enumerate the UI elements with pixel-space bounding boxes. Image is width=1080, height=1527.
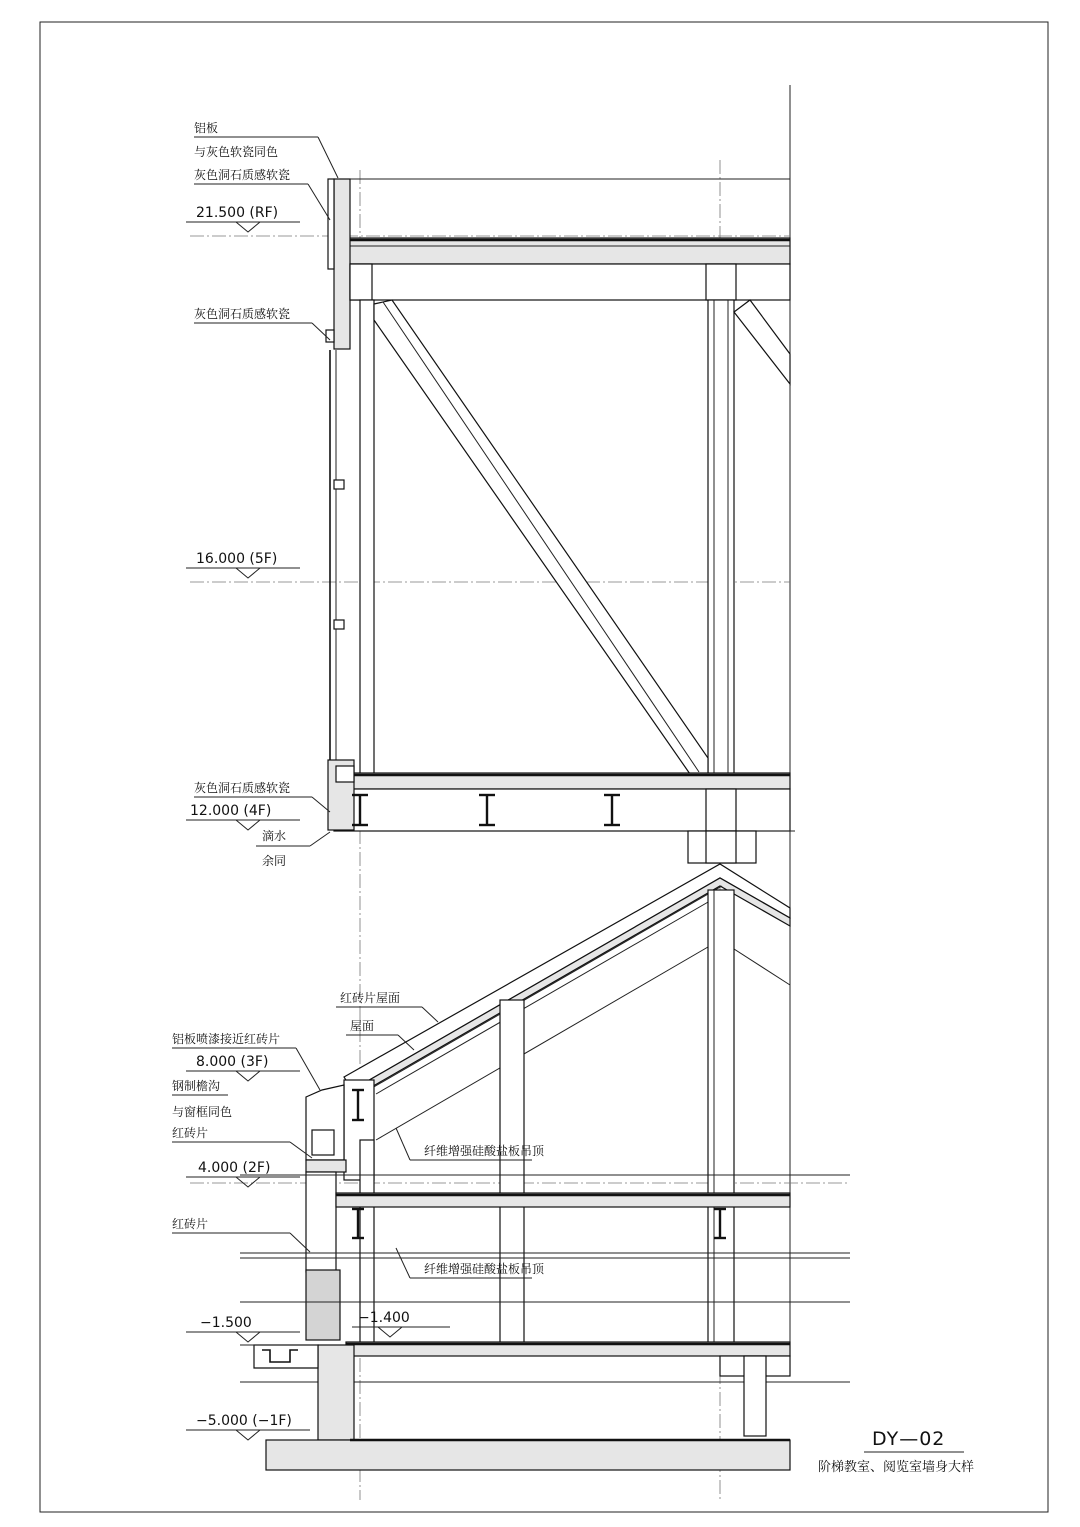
note-same-color-tile: 与灰色软瓷同色 xyxy=(194,145,279,159)
drawing-code: DY—02 xyxy=(872,1428,946,1450)
note-aluminum-panel: 铝板 xyxy=(194,121,219,135)
note-aluminum-spray: 铝板喷漆接近红砖片 xyxy=(172,1032,281,1046)
level-marker-3f xyxy=(186,1054,300,1081)
level-rf-text: 21.500 (RF) xyxy=(196,205,279,221)
level-b1-text: −5.000 (−1F) xyxy=(196,1413,292,1429)
note-roof: 屋面 xyxy=(350,1019,375,1033)
note-fiber-ceiling-1: 纤维增强硅酸盐板吊顶 xyxy=(424,1144,545,1158)
level-inner-text: −1.400 xyxy=(358,1310,410,1326)
note-steel-gutter: 钢制檐沟 xyxy=(172,1079,221,1093)
level-marker-rf xyxy=(186,205,300,232)
level-ground-text: −1.500 xyxy=(200,1315,252,1331)
level-5f-text: 16.000 (5F) xyxy=(196,551,278,567)
level-marker-4f xyxy=(186,803,300,830)
lower-structure xyxy=(240,864,850,1470)
level-marker-b1 xyxy=(186,1413,310,1440)
note-red-brick-2: 红砖片 xyxy=(172,1217,209,1231)
note-red-tile-roof: 红砖片屋面 xyxy=(340,991,401,1005)
note-red-brick-1: 红砖片 xyxy=(172,1126,209,1140)
level-2f-text: 4.000 (2F) xyxy=(198,1160,271,1176)
note-gray-travertine-2: 灰色洞石质感软瓷 xyxy=(194,307,291,321)
note-same-rest: 余同 xyxy=(262,854,287,868)
upper-structure xyxy=(326,179,795,863)
drawing-title: 阶梯教室、阅览室墙身大样 xyxy=(818,1460,975,1475)
level-marker-5f xyxy=(186,551,300,578)
level-marker-ground xyxy=(186,1315,300,1342)
note-fiber-ceiling-2: 纤维增强硅酸盐板吊顶 xyxy=(424,1262,545,1276)
note-window-frame-color: 与窗框同色 xyxy=(172,1105,233,1119)
note-gray-travertine-1: 灰色洞石质感软瓷 xyxy=(194,168,291,182)
level-4f-text: 12.000 (4F) xyxy=(190,803,272,819)
level-3f-text: 8.000 (3F) xyxy=(196,1054,269,1070)
note-drip: 滴水 xyxy=(262,829,287,843)
note-gray-travertine-3: 灰色洞石质感软瓷 xyxy=(194,781,291,795)
title-block xyxy=(818,1428,974,1475)
